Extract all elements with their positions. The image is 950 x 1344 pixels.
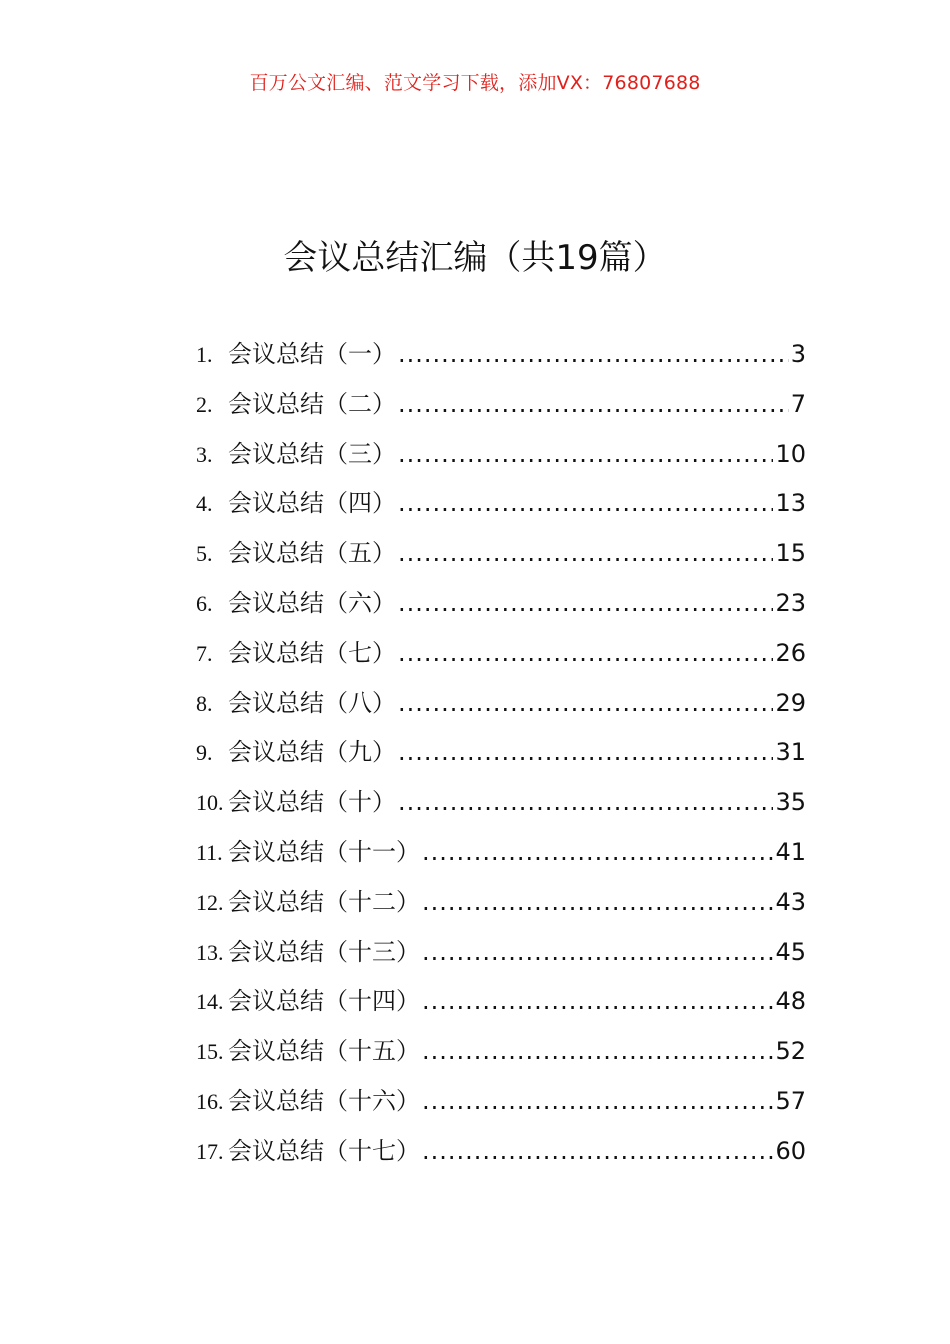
toc-entry-label: 会议总结（十六）: [228, 1086, 420, 1115]
toc-entry-number: 8.: [196, 690, 213, 716]
toc-entry-label: 会议总结（十四）: [228, 987, 420, 1016]
toc-entry-page: 10: [775, 439, 806, 468]
toc-entry-page: 3: [790, 340, 806, 368]
toc-entry-page: 60: [775, 1136, 806, 1165]
toc-entry[interactable]: [196, 832, 806, 882]
toc-entry[interactable]: [196, 1031, 806, 1081]
toc-dot-leader: [398, 738, 773, 766]
document-title: 会议总结汇编（共19篇）: [283, 238, 667, 278]
toc-entry[interactable]: [196, 434, 806, 484]
toc-entry[interactable]: [196, 1131, 806, 1181]
toc-entry-page: 52: [775, 1037, 806, 1066]
toc-dot-leader: [422, 938, 773, 966]
toc-entry[interactable]: [196, 384, 806, 434]
toc-entry-label: 会议总结（三）: [228, 439, 396, 468]
toc-entry[interactable]: [196, 633, 806, 683]
toc-entry-number: 5.: [196, 541, 213, 567]
table-of-contents: [196, 334, 806, 1181]
toc-entry-number: 7.: [196, 640, 213, 666]
toc-entry-label: 会议总结（八）: [228, 688, 396, 717]
toc-entry-number: 10.: [196, 790, 224, 816]
toc-entry-number: 3.: [196, 441, 213, 467]
toc-entry[interactable]: [196, 732, 806, 782]
toc-entry-label: 会议总结（十三）: [228, 937, 420, 966]
toc-dot-leader: [398, 689, 773, 717]
toc-entry-label: 会议总结（七）: [228, 638, 396, 667]
toc-entry-label: 会议总结（二）: [228, 389, 396, 418]
toc-entry-label: 会议总结（一）: [228, 340, 396, 368]
toc-dot-leader: [398, 639, 773, 667]
toc-entry[interactable]: [196, 1081, 806, 1131]
toc-entry-number: 6.: [196, 590, 213, 616]
toc-entry-page: 48: [775, 987, 806, 1016]
toc-entry-page: 35: [775, 788, 806, 817]
toc-entry[interactable]: [196, 533, 806, 583]
toc-entry-number: 14.: [196, 989, 224, 1015]
toc-entry-page: 23: [775, 588, 806, 617]
toc-entry-number: 13.: [196, 939, 224, 965]
toc-entry-page: 15: [775, 539, 806, 568]
toc-entry-number: 11.: [196, 839, 223, 865]
toc-entry-number: 2.: [196, 391, 213, 417]
toc-dot-leader: [398, 440, 773, 468]
toc-dot-leader: [422, 1137, 773, 1165]
toc-entry-number: 12.: [196, 889, 224, 915]
toc-entry[interactable]: [196, 932, 806, 982]
toc-entry-page: 41: [775, 837, 806, 866]
toc-dot-leader: [422, 838, 773, 866]
toc-entry-number: 17.: [196, 1138, 224, 1164]
toc-entry-page: 26: [775, 638, 806, 667]
toc-entry[interactable]: [196, 981, 806, 1031]
toc-entry-page: 57: [775, 1086, 806, 1115]
toc-entry[interactable]: [196, 683, 806, 733]
toc-dot-leader: [398, 489, 773, 517]
toc-entry-number: 16.: [196, 1088, 224, 1114]
toc-entry-label: 会议总结（六）: [228, 588, 396, 617]
toc-entry-label: 会议总结（十五）: [228, 1037, 420, 1066]
header-banner: 百万公文汇编、范文学习下载，添加VX：76807688: [249, 72, 701, 94]
toc-dot-leader: [398, 340, 789, 368]
toc-entry-page: 43: [775, 887, 806, 916]
toc-dot-leader: [398, 788, 773, 816]
toc-entry-number: 15.: [196, 1039, 224, 1065]
toc-dot-leader: [422, 987, 773, 1015]
toc-entry-label: 会议总结（五）: [228, 539, 396, 568]
toc-entry-page: 31: [775, 738, 806, 767]
toc-entry[interactable]: [196, 483, 806, 533]
toc-entry-label: 会议总结（十）: [228, 788, 396, 817]
toc-entry-label: 会议总结（十二）: [228, 887, 420, 916]
toc-entry-page: 7: [790, 389, 806, 418]
toc-dot-leader: [398, 589, 773, 617]
toc-dot-leader: [422, 1087, 773, 1115]
toc-dot-leader: [398, 539, 773, 567]
toc-dot-leader: [398, 390, 789, 418]
toc-entry-page: 29: [775, 688, 806, 717]
toc-entry-label: 会议总结（九）: [228, 738, 396, 767]
toc-entry-number: 1.: [196, 342, 213, 367]
toc-entry-label: 会议总结（四）: [228, 489, 396, 518]
toc-entry-page: 45: [775, 937, 806, 966]
toc-entry[interactable]: [196, 782, 806, 832]
toc-entry-label: 会议总结（十一）: [228, 837, 420, 866]
toc-entry[interactable]: [196, 334, 806, 384]
toc-entry[interactable]: [196, 583, 806, 633]
toc-entry-label: 会议总结（十七）: [228, 1136, 420, 1165]
toc-dot-leader: [422, 888, 773, 916]
toc-entry-page: 13: [775, 489, 806, 518]
toc-entry[interactable]: [196, 882, 806, 932]
toc-entry-number: 4.: [196, 491, 213, 517]
toc-dot-leader: [422, 1037, 773, 1065]
toc-entry-number: 9.: [196, 740, 213, 766]
